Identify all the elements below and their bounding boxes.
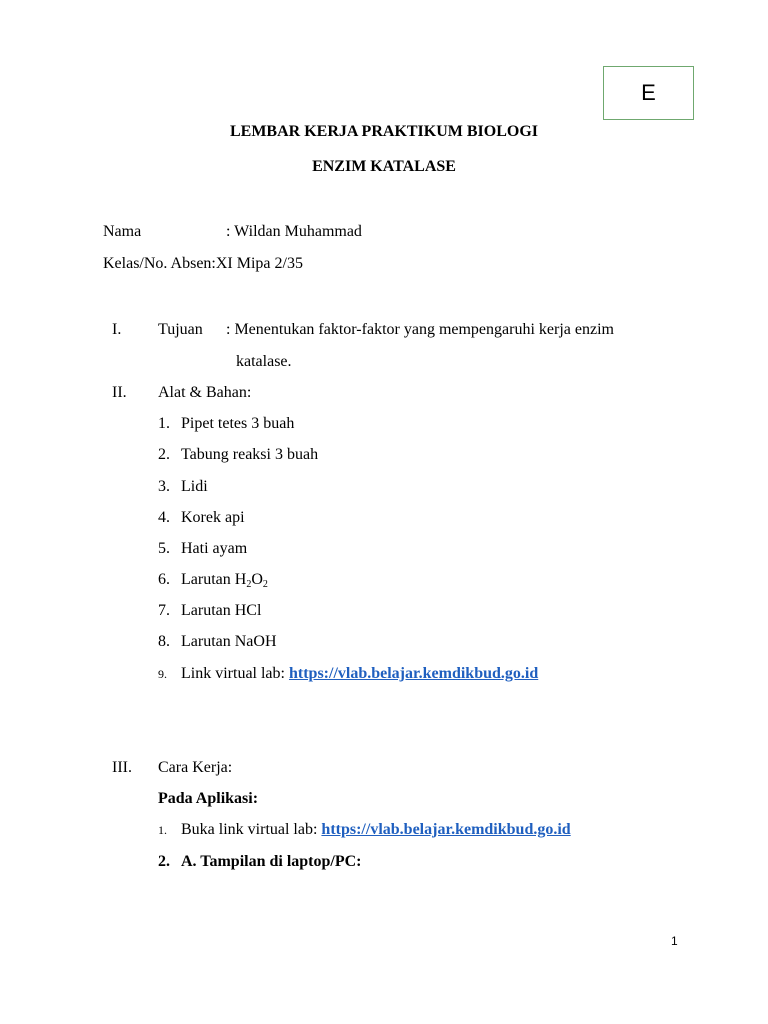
- list-item-text: Korek api: [181, 509, 245, 526]
- tujuan-text-continued: katalase.: [236, 353, 292, 370]
- list-item-number: 7.: [158, 602, 170, 619]
- list-item: [158, 414, 294, 434]
- tujuan-label: Tujuan: [158, 321, 203, 338]
- list-item-number: 3.: [158, 478, 170, 495]
- step-item: [158, 852, 362, 872]
- cara-kerja-heading: Cara Kerja:: [158, 759, 233, 776]
- list-item-text: Pipet tetes 3 buah: [181, 415, 295, 432]
- list-item-text: Link virtual lab:: [181, 665, 289, 682]
- document-code-letter: E: [641, 80, 656, 105]
- list-item: [158, 445, 318, 465]
- virtual-lab-link[interactable]: https://vlab.belajar.kemdikbud.go.id: [321, 821, 571, 838]
- alat-heading: Alat & Bahan:: [158, 384, 252, 401]
- document-code-box: [603, 66, 694, 120]
- list-item: [158, 570, 268, 590]
- list-item: [158, 601, 261, 621]
- list-item: [158, 632, 277, 652]
- document-title: LEMBAR KERJA PRAKTIKUM BIOLOGI: [229, 123, 539, 140]
- list-item-text: Lidi: [181, 478, 208, 495]
- name-value: : Wildan Muhammad: [226, 223, 362, 240]
- subscript: 2: [262, 579, 268, 590]
- list-item-number: 9.: [158, 667, 167, 681]
- name-label: Nama: [103, 223, 142, 240]
- document-subtitle: ENZIM KATALASE: [312, 158, 456, 175]
- subscript: 2: [246, 579, 252, 590]
- step-text: Buka link virtual lab:: [181, 821, 322, 838]
- list-item: [158, 664, 538, 684]
- list-item-number: 4.: [158, 509, 170, 526]
- step-number: 1.: [158, 823, 167, 837]
- list-item: [158, 477, 208, 497]
- list-item-text: Larutan HCl: [181, 602, 262, 619]
- list-item-number: 5.: [158, 540, 170, 557]
- list-item-number: 1.: [158, 415, 170, 432]
- list-item-text: Larutan NaOH: [181, 633, 277, 650]
- step-text: A. Tampilan di laptop/PC:: [181, 853, 362, 870]
- list-item-number: 8.: [158, 633, 170, 650]
- list-item-text: Hati ayam: [181, 540, 248, 557]
- class-line: Kelas/No. Absen:XI Mipa 2/35: [103, 255, 303, 272]
- section-3-numeral: III.: [112, 759, 132, 776]
- list-item-text: O: [251, 571, 263, 588]
- list-item-text: Larutan H: [181, 571, 247, 588]
- step-item: [158, 820, 571, 840]
- tujuan-text: : Menentukan faktor-faktor yang mempengaruhi kerja enzim: [226, 321, 614, 338]
- list-item: [158, 539, 247, 559]
- page-number: 1: [671, 934, 678, 948]
- list-item: [158, 508, 245, 528]
- section-1-numeral: I.: [112, 321, 122, 338]
- list-item-text: Tabung reaksi 3 buah: [181, 446, 319, 463]
- virtual-lab-link[interactable]: https://vlab.belajar.kemdikbud.go.id: [288, 665, 539, 682]
- step-number: 2.: [158, 853, 170, 870]
- list-item-number: 6.: [158, 571, 170, 588]
- pada-aplikasi-subheading: Pada Aplikasi:: [158, 790, 259, 807]
- section-2-numeral: II.: [112, 384, 127, 401]
- list-item-number: 2.: [158, 446, 170, 463]
